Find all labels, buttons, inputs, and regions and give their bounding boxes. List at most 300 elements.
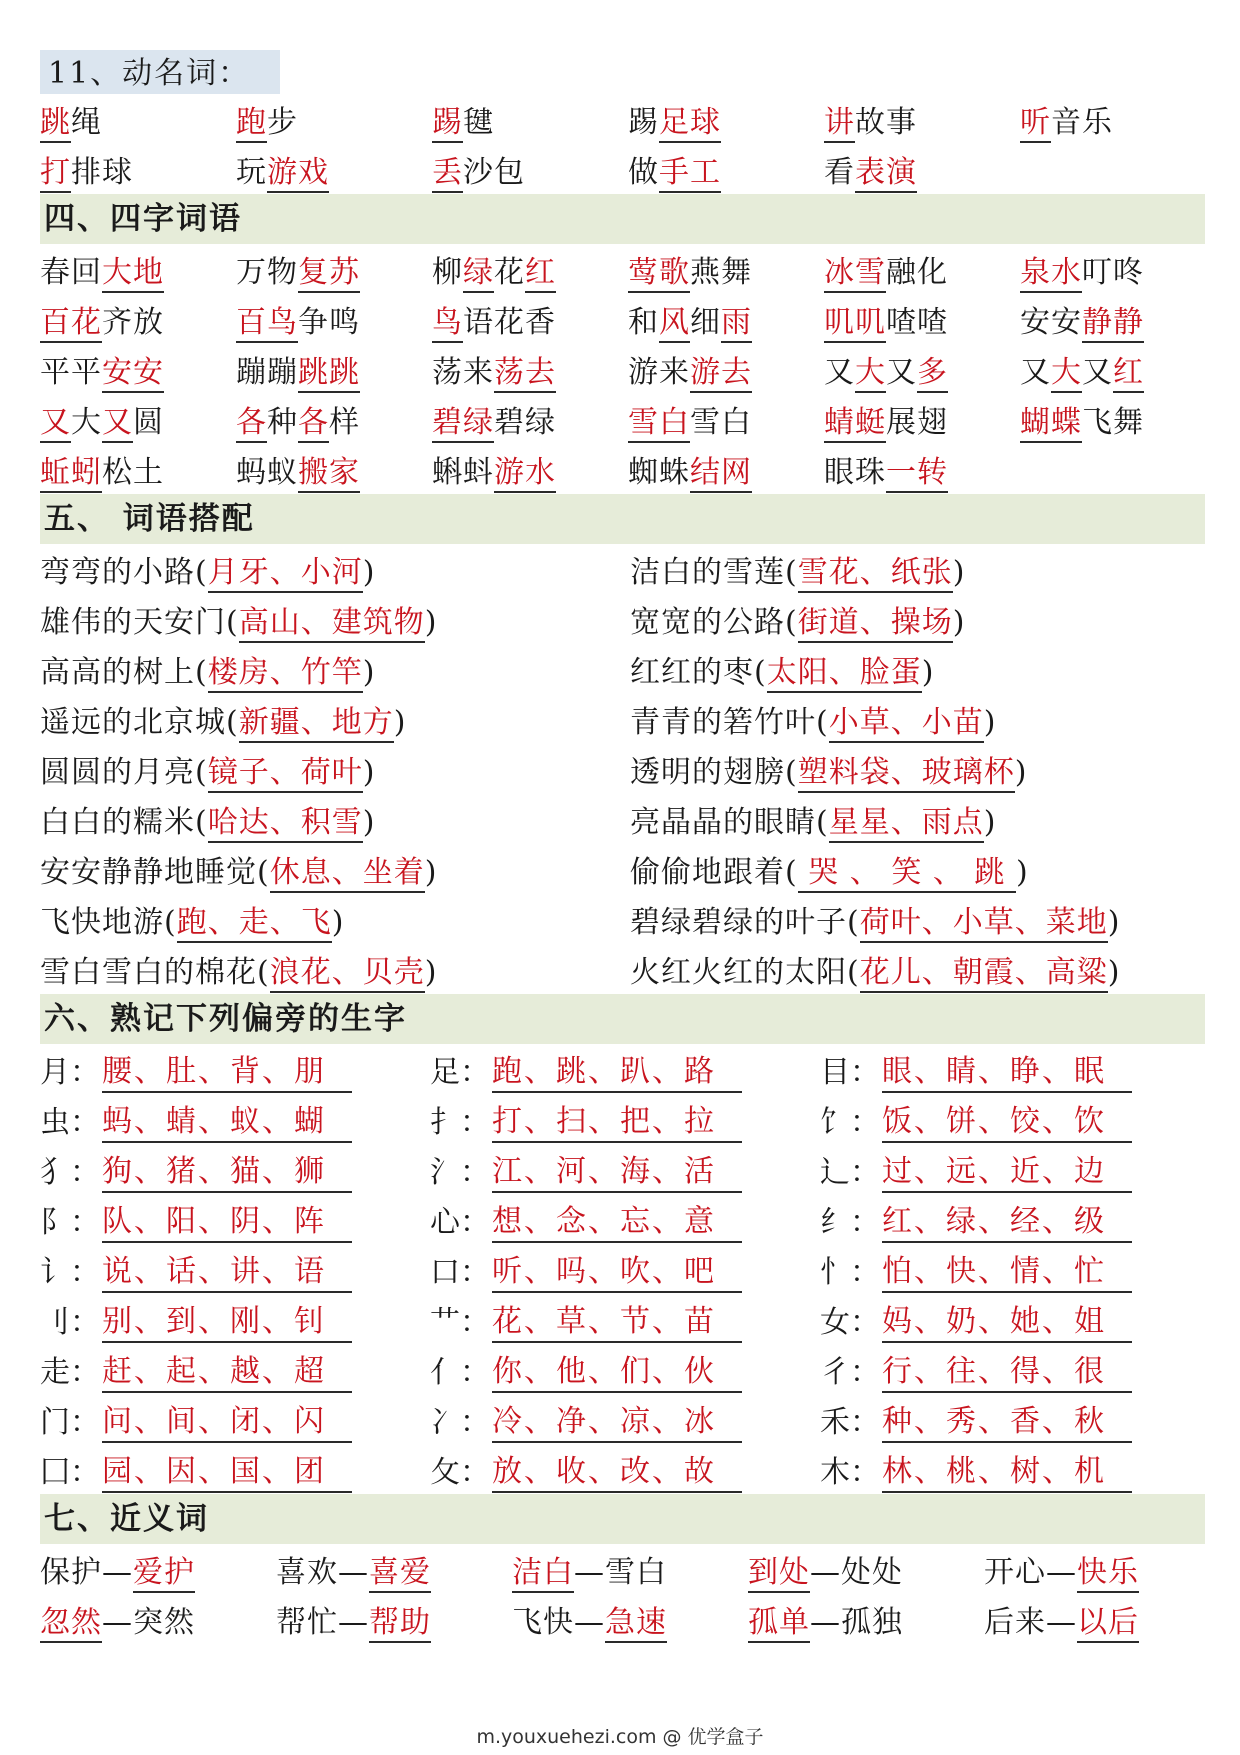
radical-row [40,1294,1205,1344]
radical-group [40,1096,430,1143]
synonym-word-a: 帮忙 [276,1605,338,1640]
answer-chars: 表演 [855,155,917,193]
given-chars: 安安 [1020,305,1082,340]
collocation-item [40,947,630,991]
answer-chars: 又 [102,405,133,443]
radical-chars: 饭、饼、饺、饮 [882,1096,1132,1143]
radical-group [820,1446,1210,1493]
close-paren: ) [362,805,376,840]
radical-chars: 放、收、改、故 [492,1446,742,1493]
word-cell [824,247,1020,291]
given-chars: 语花香 [463,305,556,340]
synonym-pair [748,1547,984,1591]
radical-chars: 跑、跳、趴、路 [492,1046,742,1093]
word-cell [1020,97,1216,141]
answer-chars: 鸟 [432,305,463,343]
close-paren: ) [983,805,997,840]
radical-chars: 红、绿、经、级 [882,1196,1132,1243]
close-paren: ) [1015,855,1029,890]
answer-words: 哭 、 笑 、 跳 [798,855,1016,893]
section-11 [40,50,1205,194]
radical-row [40,1344,1205,1394]
radical-row [40,1394,1205,1444]
answer-chars: 大地 [102,255,164,293]
collocation-item [40,847,630,891]
given-chars: 排球 [71,155,133,190]
radical-label: 囗： [40,1455,100,1490]
collocation-item [40,747,630,791]
close-paren: ) [362,755,376,790]
radical-chars: 问、间、闭、闪 [102,1396,352,1443]
radical-group [820,1196,1210,1243]
collocation-row [40,794,1205,844]
phrase-text: 白白的糯米( [40,805,208,840]
radical-label: 禾： [820,1405,880,1440]
word-cell [1020,297,1216,341]
synonym-word-b: 处处 [841,1555,903,1590]
radical-group [40,1246,430,1293]
collocation-item [40,897,630,941]
section-5-title: 五、 词语搭配 [40,494,1205,544]
collocation-row [40,694,1205,744]
radical-label: 走： [40,1355,100,1390]
radical-group [820,1246,1210,1293]
answer-words: 街道、操场 [798,605,953,643]
verb-noun-grid [40,94,1205,194]
radical-chars: 冷、净、凉、冰 [492,1396,742,1443]
radical-grid [40,1044,1205,1494]
word-cell [236,97,432,141]
given-chars: 玩 [236,155,267,190]
radical-label: 心： [430,1205,490,1240]
answer-words: 浪花、贝壳 [270,955,425,993]
radical-group [40,1196,430,1243]
radical-group [430,1446,820,1493]
answer-chars: 大 [1051,355,1082,393]
radical-label: 月： [40,1055,100,1090]
given-chars: 齐放 [102,305,164,340]
section-6-title: 六、熟记下列偏旁的生字 [40,994,1205,1044]
phrase-text: 飞快地游( [40,905,177,940]
answer-chars: 百花 [40,305,102,343]
radical-group [430,1196,820,1243]
phrase-text: 透明的翅膀( [630,755,798,790]
radical-group [40,1296,430,1343]
given-chars: 细 [690,305,721,340]
radical-chars: 过、远、近、边 [882,1146,1132,1193]
answer-chars: 百鸟 [236,305,298,343]
synonym-word-b: 急速 [605,1605,667,1643]
given-chars: 又 [1082,355,1113,390]
radical-group [820,1146,1210,1193]
radical-label: 门： [40,1405,100,1440]
radical-group [40,1396,430,1443]
answer-chars: 游去 [690,355,752,393]
synonym-word-b: 雪白 [605,1555,667,1590]
word-row [40,294,1205,344]
radical-group [820,1296,1210,1343]
given-chars: 蜘蛛 [628,455,690,490]
synonym-word-a: 忽然 [40,1605,102,1643]
radical-group [40,1446,430,1493]
phrase-text: 亮晶晶的眼睛( [630,805,829,840]
worksheet-page [40,50,1205,1644]
word-cell [236,447,432,491]
radical-label: 纟： [820,1205,880,1240]
word-cell [628,447,824,491]
radical-chars: 江、河、海、活 [492,1146,742,1193]
radical-chars: 赶、起、越、超 [102,1346,352,1393]
word-cell [1020,397,1216,441]
answer-chars: 搬家 [298,455,360,493]
phrase-text: 火红火红的太阳( [630,955,860,990]
given-chars: 眼珠 [824,455,886,490]
given-chars: 又 [886,355,917,390]
answer-chars: 足球 [659,105,721,143]
word-cell [432,97,628,141]
answer-words: 太阳、脸蛋 [767,655,922,693]
collocation-item [630,847,1220,891]
radical-chars: 听、吗、吹、吧 [492,1246,742,1293]
radical-label: 亻： [430,1355,490,1390]
radical-label: 目： [820,1055,880,1090]
close-paren: ) [424,855,438,890]
radical-group [820,1046,1210,1093]
collocation-row [40,594,1205,644]
close-paren: ) [983,705,997,740]
given-chars: 又 [1020,355,1051,390]
word-cell [40,447,236,491]
synonym-dash: — [102,1605,133,1640]
synonym-word-b: 快乐 [1077,1555,1139,1593]
footer-credit: m.youxuehezi.com @ 优学盒子 [476,1726,764,1748]
answer-chars: 雨 [721,305,752,343]
radical-label: 足： [430,1055,490,1090]
answer-chars: 跳 [40,105,71,143]
answer-words: 楼房、竹竿 [208,655,363,693]
close-paren: ) [952,555,966,590]
word-row [40,244,1205,294]
answer-chars: 蚯蚓 [40,455,102,493]
synonym-pair [984,1547,1220,1591]
synonym-pair [40,1597,276,1641]
radical-label: 犭： [40,1155,100,1190]
given-chars: 样 [329,405,360,440]
given-chars: 种 [267,405,298,440]
answer-chars: 泉水 [1020,255,1082,293]
radical-label: 冫： [430,1405,490,1440]
given-chars: 飞舞 [1082,405,1144,440]
close-paren: ) [393,705,407,740]
collocation-item [630,947,1220,991]
given-chars: 蝌蚪 [432,455,494,490]
given-chars: 花 [494,255,525,290]
synonym-word-a: 到处 [748,1555,810,1593]
given-chars: 故事 [855,105,917,140]
phrase-text: 遥远的北京城( [40,705,239,740]
radical-label: 女： [820,1305,880,1340]
radical-label: 饣： [820,1105,880,1140]
given-chars: 松土 [102,455,164,490]
synonym-pair [512,1597,748,1641]
word-cell [824,97,1020,141]
word-cell [824,397,1020,441]
radical-chars: 想、念、忘、意 [492,1196,742,1243]
close-paren: ) [1107,955,1121,990]
answer-chars: 红 [525,255,556,293]
word-row [40,144,1205,194]
collocation-row [40,744,1205,794]
word-cell [432,297,628,341]
collocation-item [630,897,1220,941]
word-cell [628,297,824,341]
phrase-text: 安安静静地睡觉( [40,855,270,890]
synonym-dash: — [1046,1605,1077,1640]
given-chars: 又 [824,355,855,390]
answer-chars: 蜻蜓 [824,405,886,443]
given-chars: 做 [628,155,659,190]
answer-words: 休息、坐着 [270,855,425,893]
phrase-text: 碧绿碧绿的叶子( [630,905,860,940]
given-chars: 柳 [432,255,463,290]
given-chars: 沙包 [463,155,525,190]
word-cell [432,347,628,391]
radical-chars: 队、阳、阴、阵 [102,1196,352,1243]
radical-label: 讠： [40,1255,100,1290]
radical-row [40,1244,1205,1294]
collocation-item [40,547,630,591]
answer-chars: 复苏 [298,255,360,293]
radical-group [40,1146,430,1193]
close-paren: ) [362,655,376,690]
word-cell [628,147,824,191]
word-cell [40,147,236,191]
synonym-word-a: 开心 [984,1555,1046,1590]
synonym-pair [748,1597,984,1641]
collocation-item [630,747,1220,791]
synonym-word-a: 孤单 [748,1605,810,1643]
answer-chars: 绿 [463,255,494,293]
close-paren: ) [424,605,438,640]
synonym-pair [276,1597,512,1641]
synonym-word-b: 突然 [133,1605,195,1640]
answer-chars: 踢 [432,105,463,143]
given-chars: 叮咚 [1082,255,1144,290]
synonym-word-a: 后来 [984,1605,1046,1640]
given-chars: 平平 [40,355,102,390]
radical-chars: 怕、快、情、忙 [882,1246,1132,1293]
given-chars: 和 [628,305,659,340]
radical-group [430,1096,820,1143]
word-cell [432,447,628,491]
answer-words: 新疆、地方 [239,705,394,743]
section-5 [40,494,1205,994]
close-paren: ) [1014,755,1028,790]
phrase-text: 青青的箬竹叶( [630,705,829,740]
radical-chars: 蚂、蜻、蚁、蝴 [102,1096,352,1143]
answer-chars: 跳跳 [298,355,360,393]
radical-chars: 花、草、节、苗 [492,1296,742,1343]
answer-words: 哈达、积雪 [208,805,363,843]
radical-label: 虫： [40,1105,100,1140]
collocation-item [630,647,1220,691]
section-6 [40,994,1205,1494]
radical-chars: 园、因、国、团 [102,1446,352,1493]
synonym-dash: — [574,1555,605,1590]
synonym-word-b: 帮助 [369,1605,431,1643]
radical-chars: 林、桃、树、机 [882,1446,1132,1493]
section-4 [40,194,1205,494]
word-cell [40,297,236,341]
given-chars: 春回 [40,255,102,290]
close-paren: ) [1107,905,1121,940]
given-chars: 大 [71,405,102,440]
word-cell [236,147,432,191]
word-row [40,344,1205,394]
phrase-text: 圆圆的月亮( [40,755,208,790]
radical-label: 氵： [430,1155,490,1190]
answer-chars: 结网 [690,455,752,493]
radical-label: 彳： [820,1355,880,1390]
radical-label: 木： [820,1455,880,1490]
collocation-item [630,547,1220,591]
word-cell [628,347,824,391]
given-chars: 展翅 [886,405,948,440]
answer-words: 塑料袋、玻璃杯 [798,755,1015,793]
phrase-text: 雄伟的天安门( [40,605,239,640]
radical-group [430,1346,820,1393]
synonym-word-b: 以后 [1077,1605,1139,1643]
given-chars: 看 [824,155,855,190]
four-char-grid [40,244,1205,494]
given-chars: 争鸣 [298,305,360,340]
answer-chars: 大 [855,355,886,393]
radical-group [40,1346,430,1393]
collocation-item [40,647,630,691]
answer-chars: 蝴蝶 [1020,405,1082,443]
answer-words: 雪花、纸张 [798,555,953,593]
synonym-row [40,1544,1205,1594]
answer-chars: 风 [659,305,690,343]
answer-chars: 多 [917,355,948,393]
given-chars: 圆 [133,405,164,440]
collocation-item [630,597,1220,641]
answer-words: 星星、雨点 [829,805,984,843]
collocation-item [630,797,1220,841]
synonym-word-b: 爱护 [133,1555,195,1593]
radical-label: 艹： [430,1305,490,1340]
word-cell [628,247,824,291]
collocation-item [40,797,630,841]
radical-row [40,1144,1205,1194]
word-cell [432,247,628,291]
radical-row [40,1044,1205,1094]
collocation-row [40,944,1205,994]
synonym-pair [40,1547,276,1591]
radical-label: 辶： [820,1155,880,1190]
answer-words: 荷叶、小草、菜地 [860,905,1108,943]
phrase-text: 红红的枣( [630,655,767,690]
answer-words: 花儿、朝霞、高粱 [860,955,1108,993]
synonym-word-a: 保护 [40,1555,102,1590]
given-chars: 蹦蹦 [236,355,298,390]
answer-chars: 红 [1113,355,1144,393]
answer-chars: 游水 [494,455,556,493]
radical-label: 扌： [430,1105,490,1140]
word-cell [236,347,432,391]
collocation-item [630,697,1220,741]
answer-words: 跑、走、飞 [177,905,332,943]
radical-group [820,1346,1210,1393]
word-cell [824,447,1020,491]
answer-chars: 雪白 [628,405,690,443]
phrase-text: 高高的树上( [40,655,208,690]
answer-chars: 莺歌 [628,255,690,293]
radical-row [40,1094,1205,1144]
word-cell [628,97,824,141]
given-chars: 荡来 [432,355,494,390]
answer-chars: 冰雪 [824,255,886,293]
radical-chars: 腰、肚、背、朋 [102,1046,352,1093]
phrase-text: 偷偷地跟着( [630,855,798,890]
collocation-row [40,894,1205,944]
word-cell [824,347,1020,391]
word-cell [40,347,236,391]
radical-row [40,1444,1205,1494]
given-chars: 蚂蚁 [236,455,298,490]
radical-chars: 眼、睛、睁、眠 [882,1046,1132,1093]
synonym-dash: — [810,1605,841,1640]
word-cell [40,247,236,291]
phrase-text: 雪白雪白的棉花( [40,955,270,990]
synonym-pair [984,1597,1220,1641]
radical-row [40,1194,1205,1244]
given-chars: 游来 [628,355,690,390]
answer-words: 小草、小苗 [829,705,984,743]
synonym-dash: — [338,1555,369,1590]
word-cell [1020,347,1216,391]
radical-label: 刂： [40,1305,100,1340]
radical-label: 阝： [40,1205,100,1240]
radical-group [820,1396,1210,1443]
close-paren: ) [952,605,966,640]
word-cell [824,297,1020,341]
word-cell [236,247,432,291]
synonym-dash: — [1046,1555,1077,1590]
synonym-word-b: 喜爱 [369,1555,431,1593]
answer-chars: 静静 [1082,305,1144,343]
radical-chars: 你、他、们、伙 [492,1346,742,1393]
word-cell [628,397,824,441]
section-7-title: 七、近义词 [40,1494,1205,1544]
radical-group [40,1046,430,1093]
close-paren: ) [331,905,345,940]
answer-chars: 一转 [886,455,948,493]
close-paren: ) [424,955,438,990]
collocation-row [40,544,1205,594]
radical-group [430,1046,820,1093]
radical-chars: 说、话、讲、语 [102,1246,352,1293]
phrase-text: 洁白的雪莲( [630,555,798,590]
radical-group [430,1296,820,1343]
word-cell [40,397,236,441]
answer-chars: 荡去 [494,355,556,393]
answer-chars: 打 [40,155,71,193]
word-cell [236,297,432,341]
answer-chars: 丢 [432,155,463,193]
synonym-dash: — [102,1555,133,1590]
word-row [40,394,1205,444]
